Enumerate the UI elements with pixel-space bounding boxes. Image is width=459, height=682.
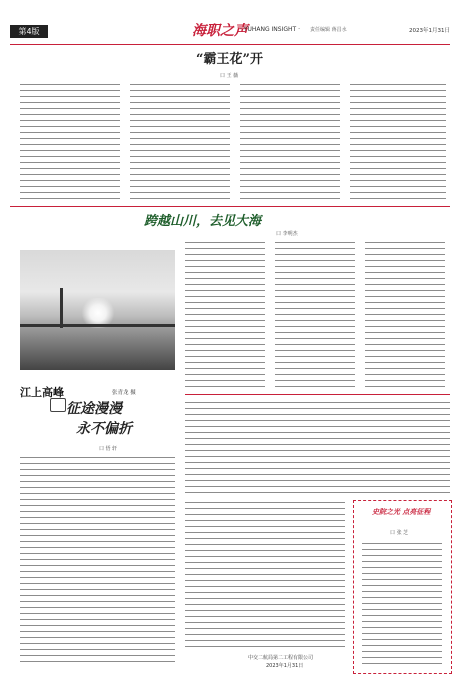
article3-byline: 口 悟 轩	[99, 446, 118, 452]
river-water	[20, 328, 175, 370]
photo-caption: 江上高峰	[20, 386, 64, 399]
article3-column2	[185, 500, 345, 650]
article3-title-line2: 永不偏折	[76, 421, 132, 437]
edition-badge: 第4版	[10, 25, 48, 38]
article2-continued	[185, 400, 450, 495]
section-divider-2	[185, 394, 450, 395]
sidebar-title: 史院之光 点亮征程	[372, 507, 431, 516]
issue-date: 2023年1月31日	[409, 28, 450, 34]
article3-column1	[20, 455, 175, 665]
article1-byline: 口 王 薇	[220, 73, 239, 79]
sidebar-text	[362, 541, 442, 665]
pen-icon	[50, 398, 66, 412]
footer-date: 2023年1月31日	[266, 663, 304, 669]
footer-organization: 中交二航局第二工程有限公司	[248, 655, 314, 661]
section-divider-1	[10, 206, 450, 207]
masthead-logo: 海职之声	[192, 23, 248, 39]
article1-title: “霸王花”开	[196, 52, 263, 67]
sidebar-byline: 口 张 芝	[390, 530, 409, 536]
masthead-subtitle: · YUHANG INSIGHT ·	[240, 26, 301, 33]
article2-column3	[365, 240, 445, 390]
photo-credit: 张青龙 摄	[112, 390, 136, 396]
article1-column2	[130, 82, 230, 204]
article2-byline: 口 李明杰	[276, 231, 298, 237]
article1-column1	[20, 82, 120, 204]
page-header	[10, 20, 450, 44]
article2-column1	[185, 240, 265, 390]
bridge-pylon	[60, 288, 63, 328]
responsible-editor: 责任编辑 蒋昌水	[310, 27, 347, 33]
bridge-photo	[20, 250, 175, 370]
article2-title: 跨越山川，去见大海	[144, 214, 262, 229]
article1-column3	[240, 82, 340, 204]
bridge-deck	[20, 324, 175, 327]
article2-column2	[275, 240, 355, 390]
sidebar-poem-box	[353, 500, 452, 674]
article1-column4	[350, 82, 446, 204]
header-rule	[10, 44, 450, 45]
article3-title-line1: 征途漫漫	[66, 401, 122, 417]
